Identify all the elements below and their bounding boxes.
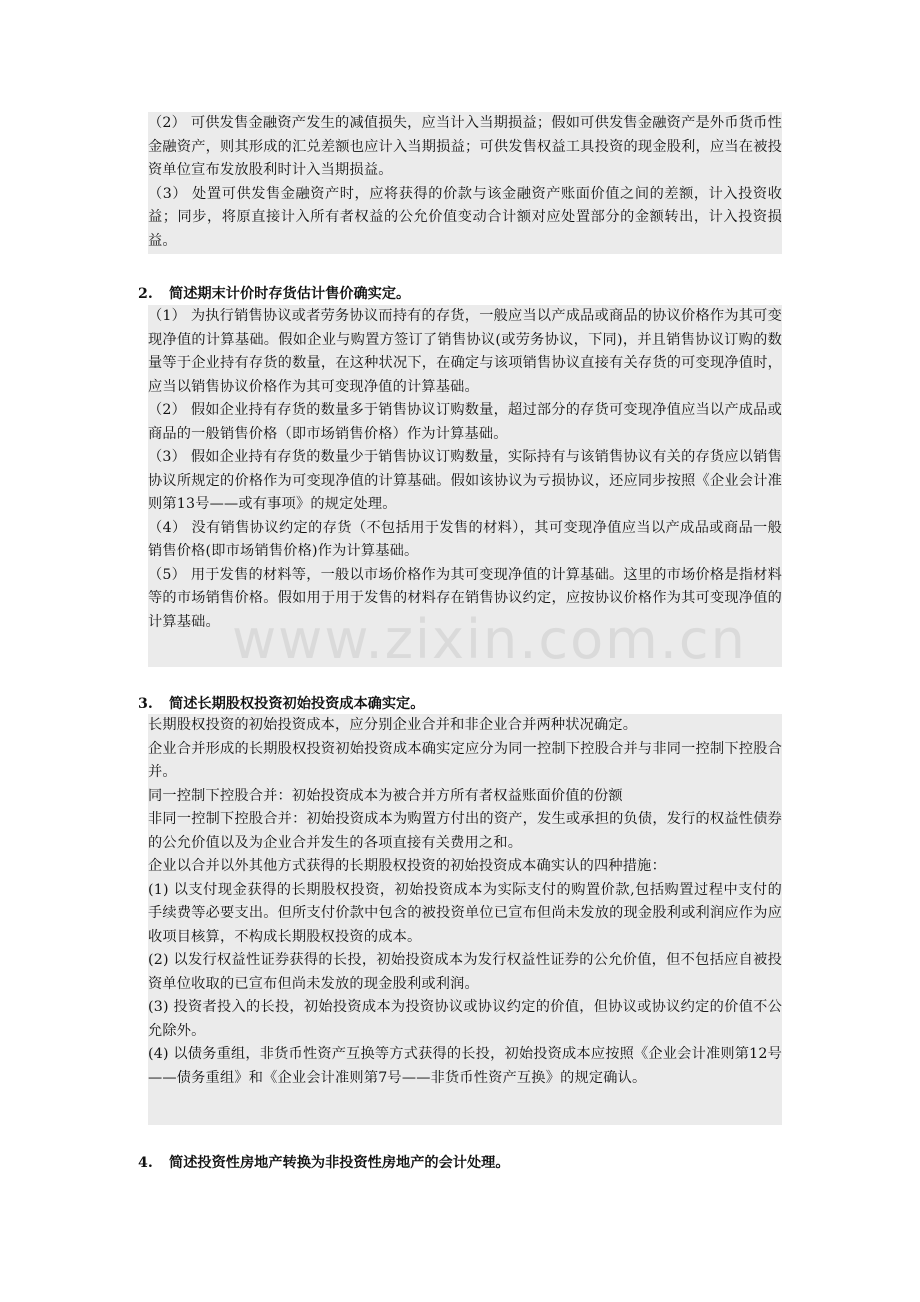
paragraph: 企业合并形成的长期股权投资初始投资成本确实定应分为同一控制下控股合并与非同一控制下控股合并。	[148, 740, 782, 780]
paragraph: （1） 为执行销售协议或者劳务协议而持有的存货，一般应当以产成品或商品的协议价格作为其可变现净值的计算基础。假如企业与购置方签订了销售协议(或劳务协议，下同)，并且销售协议订购的数量等于企业持有存货的数量，在这种状况下，在确定与该项销售协议直接有关存货的可变现净值时，应当以销售协议价格作为其可变现净值的计算基础。	[148, 308, 782, 395]
question-title: 简述投资性房地产转换为非投资性房地产的会计处理。	[169, 1155, 510, 1171]
paragraph: 长期股权投资的初始投资成本，应分别企业合并和非企业合并两种状况确定。	[148, 717, 638, 733]
question-number: 3.	[138, 696, 153, 712]
paragraph: （2） 假如企业持有存货的数量多于销售协议订购数量，超过部分的存货可变现净值应当以产成品或商品的一般销售价格（即市场销售价格）作为计算基础。	[148, 402, 782, 442]
paragraph: (3) 投资者投入的长投，初始投资成本为投资协议或协议约定的价值，但协议或协议约定的价值不公允除外。	[148, 999, 782, 1039]
question-number: 2.	[138, 286, 153, 302]
paragraph: （4） 没有销售协议约定的存货（不包括用于发售的材料），其可变现净值应当以产成品或商品一般销售价格(即市场销售价格)作为计算基础。	[148, 519, 782, 559]
paragraph: 同一控制下控股合并：初始投资成本为被合并方所有者权益账面价值的份额	[148, 787, 623, 804]
question-2-heading	[138, 283, 410, 305]
paragraph: （2） 可供发售金融资产发生的减值损失，应当计入当期损益；假如可供发售金融资产是外币货币性金融资产，则其形成的汇兑差额也应计入当期损益；可供发售权益工具投资的现金股利，应当在被投资单位宣布发放股利时计入当期损益。	[148, 115, 782, 178]
paragraph: (1) 以支付现金获得的长期股权投资，初始投资成本为实际支付的购置价款,包括购置过程中支付的手续费等必要支出。但所支付价款中包含的被投资单位已宣布但尚未发放的现金股利或利润应作为应收项目核算，不构成长期股权投资的成本。	[148, 881, 782, 945]
paragraph: 非同一控制下控股合并：初始投资成本为购置方付出的资产，发生或承担的负债，发行的权益性债券的公允价值以及为企业合并发生的各项直接有关费用之和。	[148, 811, 782, 851]
paragraph: （3） 假如企业持有存货的数量少于销售协议订购数量，实际持有与该销售协议有关的存货应以销售协议所规定的价格作为可变现净值的计算基础。假如该协议为亏损协议，还应同步按照《企业会计准则第13号——或有事项》的规定处理。	[148, 449, 782, 512]
paragraph: 企业以合并以外其他方式获得的长期股权投资的初始投资成本确实认的四种措施：	[148, 858, 666, 874]
question-4-heading	[138, 1152, 510, 1174]
paragraph: （3） 处置可供发售金融资产时，应将获得的价款与该金融资产账面价值之间的差额，计入投资收益；同步，将原直接计入所有者权益的公允价值变动合计额对应处置部分的金额转出，计入投资损益。	[148, 185, 782, 249]
question-title: 简述期末计价时存货估计售价确实定。	[169, 286, 411, 302]
watermark: www.zixin.com.cn	[232, 608, 747, 671]
question-number: 4.	[138, 1155, 153, 1171]
section-1-continued-text	[148, 112, 782, 254]
paragraph: (2) 以发行权益性证券获得的长投，初始投资成本为发行权益性证券的公允价值，但不包括应自被投资单位收取的已宣布但尚未发放的现金股利或利润。	[148, 952, 782, 992]
question-3-heading	[138, 693, 424, 715]
question-title: 简述长期股权投资初始投资成本确实定。	[169, 696, 425, 712]
paragraph: (4) 以债务重组，非货币性资产互换等方式获得的长投，初始投资成本应按照《企业会计准则第12号——债务重组》和《企业会计准则第7号——非货币性资产互换》的规定确认。	[148, 1046, 782, 1086]
paragraph: （5） 用于发售的材料等，一般以市场价格作为其可变现净值的计算基础。这里的市场价格是指材料等的市场销售价格。假如用于用于发售的材料存在销售协议约定，应按协议价格作为其可变现净值的计算基础。	[148, 566, 782, 630]
question-3-answer	[148, 714, 782, 1125]
